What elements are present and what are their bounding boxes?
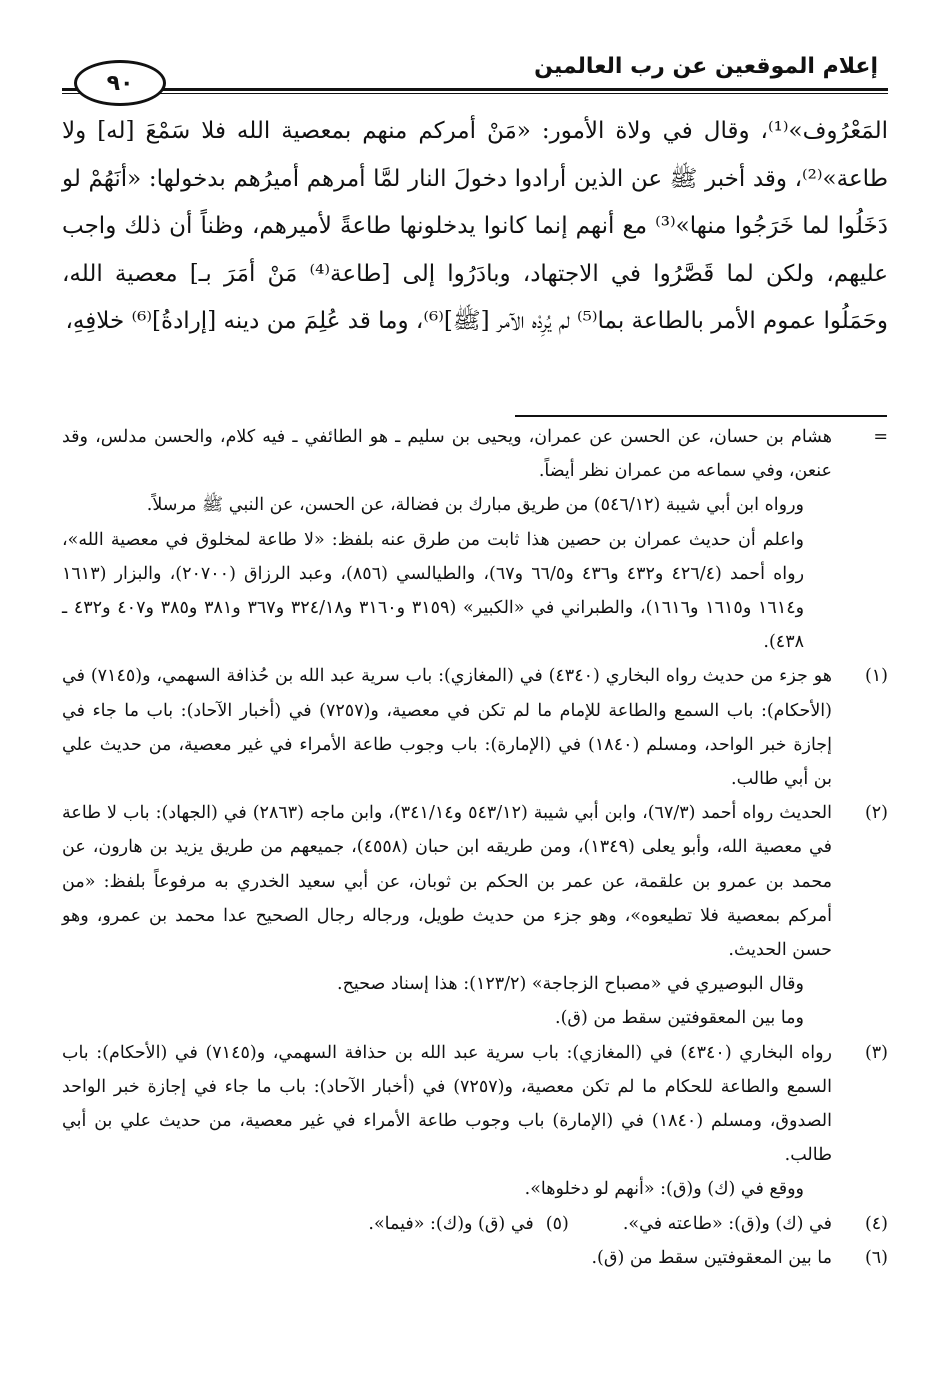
footnote-subparagraph: وقال البوصيري في «مصباح الزجاجة» (١٢٣/٢): هذا إسناد صحيح. [337, 974, 804, 995]
book-title: إعلام الموقعين عن رب العالمين [534, 54, 878, 79]
footnote-text: هو جزء من حديث رواه البخاري (٤٣٤٠) في (المغازي): باب سرية عبد الله بن حُذافة السهمي، و(٧١٤٥) في (الأحكام): باب السمع والطاعة للإمام ما لم تكن في معصية، و(٧٢٥٧) في (أخبار الآحاد): باب ما جاء في إجازة خبر الواحد، ومسلم (١٨٤٠) في (الإمارة): باب وجوب طاعة الأمراء في غير معصية، من حديث علي بن أبي طالب. [62, 666, 832, 790]
header-rule-thin [62, 93, 888, 94]
continuation-marker: = [873, 427, 888, 447]
footnote-2 [62, 796, 888, 967]
main-paragraph: المَعْرُوف»⁽¹⁾، وقال في ولاة الأمور: «مَنْ أمركم منهم بمعصية الله فلا سَمْعَ [له] ولا طاعة»⁽²⁾، وقد أخبر ﷺ عن الذين أرادوا دخولَ النار لمَّا أمرهم أميرُهم بدخولها: «أنَهُمْ لو دَخَلُوا لما خَرَجُوا منها»⁽³⁾ مع أنهم إنما كانوا يدخلونها طاعةً لأميرهم، وظناً أن ذلك واجب عليهم، ولكن لما قَصَّرُوا في الاجتهاد، وبادَرُوا إلى [طاعة⁽⁴⁾ مَنْ أمَرَ بـ] معصية الله، وحَمَلُوا عموم الأمر بالطاعة بما⁽⁵⁾ لم يُرِدْه الآمر [ﷺ]⁽⁶⁾، وما قد عُلِمَ من دينه [إرادةُ]⁽⁶⁾ خلافِهِ، [62, 118, 889, 334]
footnote-text: في (ك) و(ق): «طاعته في». [622, 1213, 832, 1234]
footnote-separator [515, 415, 887, 417]
footnote-number: (٢) [864, 803, 888, 824]
header-rule [62, 88, 888, 91]
footnote-text: رواه البخاري (٤٣٤٠) في (المغازي): باب سرية عبد الله بن حذافة السهمي، و(٧١٤٥) في (الأحكام): باب السمع والطاعة للحكام ما لم تكن معصية، و(٧٢٥٧) في (أخبار الآحاد): باب ما جاء في إجازة خبر الواحد الصدوق، ومسلم (١٨٤٠) في (الإمارة) باب وجوب طاعة الأمراء في غير معصية، من حديث علي بن أبي طالب. [62, 1042, 833, 1166]
footnote-text: الحديث رواه أحمد (٦٧/٣)، وابن أبي شيبة (٥٤٣/١٢ و٣٤١/١٤)، وابن ماجه (٢٨٦٣) في (الجهاد): باب لا طاعة في معصية الله، وأبو يعلى (١٣٤٩)، ومن طريقه ابن حبان (٤٥٥٨)، جميعهم من طريق يزيد بن هارون، عن محمد بن عمرو بن علقمة، عن عمر بن الحكم بن ثوبان، عن أبي سعيد الخدري به مرفوعاً بلفظ: «من أمركم بمعصية فلا تطيعوه»، وهو جزء من حديث طويل، ورجاله رجال الصحيح عدا محمد بن عمرو، وهو حسن الحديث. [62, 803, 833, 961]
page-number-badge [74, 60, 166, 106]
footnote-continuation [62, 420, 888, 488]
footnotes-4-5 [62, 1207, 888, 1241]
footnotes-block [62, 420, 888, 1275]
footnote-6 [62, 1241, 888, 1275]
footnote-number: (٦) [864, 1247, 888, 1268]
main-text-block [62, 108, 888, 346]
footnote-subparagraph: وما بين المعقوفتين سقط من (ق). [555, 1008, 804, 1029]
footnote-1 [62, 659, 888, 796]
footnote-number: (٥) [545, 1213, 569, 1234]
running-header [62, 50, 888, 96]
footnote-text: في (ق) و(ك): «فيما». [368, 1213, 534, 1234]
footnote-number: (١) [864, 666, 888, 687]
page-number: ٩٠ [106, 70, 134, 96]
footnote-number: (٣) [864, 1042, 888, 1063]
footnote-number: (٤) [864, 1213, 888, 1234]
footnote-subparagraph: ووقع في (ك) و(ق): «أنهم لو دخلوها». [524, 1179, 804, 1200]
footnote-subparagraph: واعلم أن حديث عمران بن حصين هذا ثابت من طرق عنه بلفظ: «لا طاعة لمخلوق في معصية الله»، رواه أحمد (٤٢٦/٤ و٤٣٢ و٤٣٦ و٦٦/٥ و٦٧)، والطيالسي (٨٥٦)، وعبد الرزاق (٢٠٧٠٠)، والبزار (١٦١٣ و١٦١٤ و١٦١٥ و١٦١٦)، والطبراني في «الكبير» (٣١٥٩ و٣١٦٠ و٣٢٤/١٨ و٣٦٧ و٣٨١ و٣٨٥ و٤٠٧ و٤٣٢ ـ ٤٣٨). [62, 529, 805, 653]
footnote-text: هشام بن حسان، عن الحسن عن عمران، ويحيى بن سليم ـ هو الطائفي ـ فيه كلام، والحسن مدلس، وقد عنعن، وفي سماعه من عمران نظر أيضاً. [62, 427, 832, 482]
footnote-3 [62, 1036, 888, 1173]
footnote-subparagraph: ورواه ابن أبي شيبة (٥٤٦/١٢) من طريق مبارك بن فضالة، عن الحسن، عن النبي ﷺ مرسلاً. [146, 495, 804, 516]
footnote-text: ما بين المعقوفتين سقط من (ق). [591, 1247, 832, 1268]
